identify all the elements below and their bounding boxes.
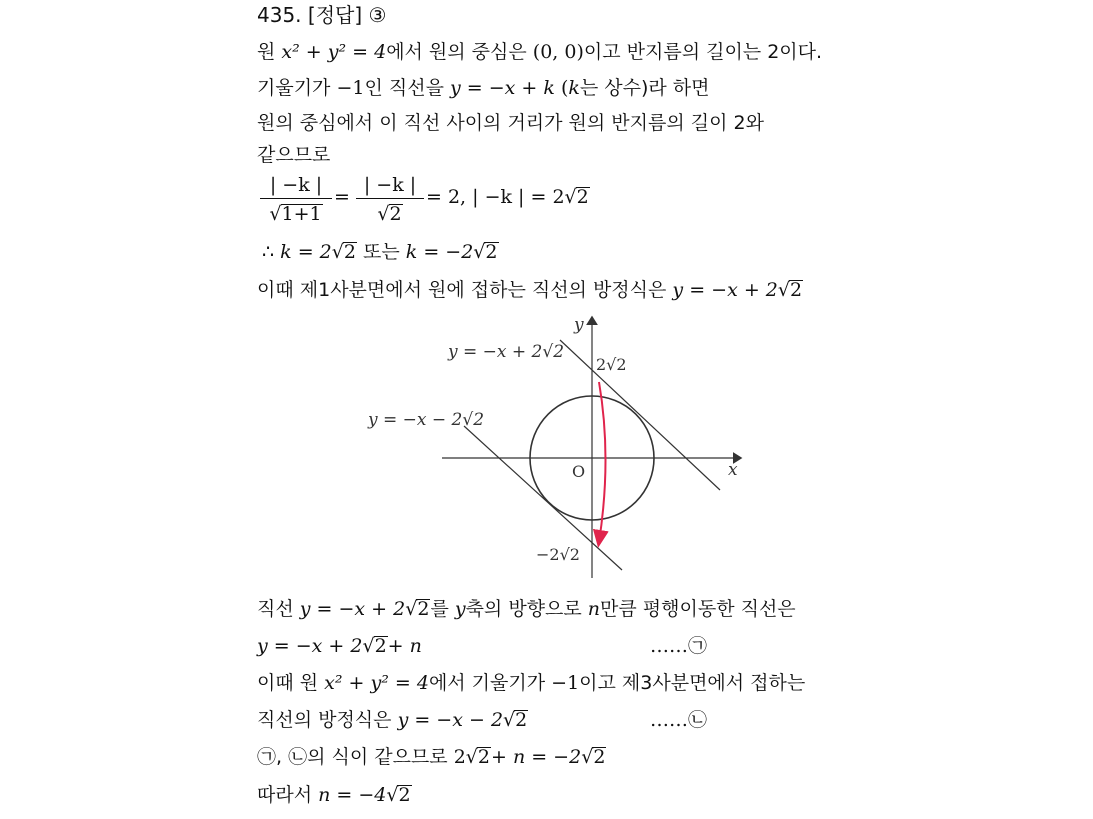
line-equation: y = −x + 2 xyxy=(299,598,406,620)
radicand: 2 xyxy=(790,279,803,301)
answer-value: ③ xyxy=(368,3,387,27)
solution-line-10 xyxy=(257,671,805,695)
text: 이때 원 xyxy=(257,672,319,694)
radicand: 2 xyxy=(417,598,430,620)
fraction-1 xyxy=(260,172,332,229)
radicand: 2 xyxy=(398,784,411,806)
text: 원 xyxy=(257,41,276,63)
solution-line-4: 같으므로 xyxy=(257,144,331,166)
circle-equation: x² + y² = 4 xyxy=(281,41,387,63)
solution-line-8: 직선 y = −x + 2√2를 y축의 방향으로 n만큼 평행이동한 직선은 xyxy=(257,598,796,620)
text: 따라서 xyxy=(257,784,313,806)
var-y: y xyxy=(454,598,466,620)
text: 에서 기울기가 xyxy=(428,672,546,694)
radicand: 2 xyxy=(485,241,498,263)
solution-line-12: ㉠, ㉡의 식이 같으므로 2√2+ n = −2√2 xyxy=(257,746,606,768)
solution-line-13: 따라서 n = −4√2 xyxy=(257,784,411,806)
var-n: n xyxy=(587,598,601,620)
answer-label: [정답] xyxy=(307,3,363,27)
text: 직선 xyxy=(257,598,294,620)
radicand: 2 xyxy=(576,186,589,208)
text: 에서 원의 중심은 xyxy=(386,41,527,63)
k-value-1: k = 2 xyxy=(280,241,332,263)
circle-equation: x² + y² = 4 xyxy=(324,672,429,694)
equation-tail: + n xyxy=(387,635,422,657)
problem-number: 435. xyxy=(257,3,302,27)
center-coordinate: (0, 0) xyxy=(532,41,584,63)
tangent-equation: y = −x + 2 xyxy=(672,279,778,301)
radicand: 1+1 xyxy=(281,203,322,225)
text: 이때 제1사분면에서 원에 접하는 직선의 방정식은 xyxy=(257,279,667,301)
slope-value: −1 xyxy=(551,672,580,694)
tangent-equation-3rd-quadrant: y = −x − 2 xyxy=(397,709,504,731)
radicand: 2 xyxy=(343,241,356,263)
upper-intercept-label: 2√2 xyxy=(596,355,627,374)
radicand: 2 xyxy=(389,203,402,225)
paren: ( xyxy=(560,77,569,99)
text: ㉠, ㉡의 식이 같으므로 xyxy=(257,746,448,768)
fraction-2-denominator: √2 xyxy=(377,203,402,225)
solution-line-9: y = −x + 2√2+ n xyxy=(257,635,422,657)
fraction-2 xyxy=(356,172,424,229)
text: 이고 제3사분면에서 접하는 xyxy=(579,672,806,694)
y-axis-label: y xyxy=(574,315,584,335)
fraction-2-numerator: | −k | xyxy=(356,172,424,199)
translated-equation: y = −x + 2 xyxy=(257,635,363,657)
text: 또는 xyxy=(363,241,400,263)
text: 인 직선을 xyxy=(364,77,444,99)
slope-value: −1 xyxy=(336,77,365,99)
equation-middle: + n = −2 xyxy=(490,746,582,768)
equation-tag-2: ……㉡ xyxy=(650,709,708,731)
result-text: = 2, | −k | = 2 xyxy=(426,186,565,208)
solution-line-6: ∴ k = 2√2 또는 k = −2√2 xyxy=(262,241,498,263)
fraction-1-numerator: | −k | xyxy=(260,172,332,199)
problem-header xyxy=(257,3,386,27)
solution-line-7: 이때 제1사분면에서 원에 접하는 직선의 방정식은 y = −x + 2√2 xyxy=(257,279,803,301)
fraction-1-denominator: √1+1 xyxy=(269,203,322,225)
solution-line-1 xyxy=(257,40,822,64)
upper-line-label: y = −x + 2√2 xyxy=(448,342,565,362)
radicand: 2 xyxy=(593,746,606,768)
equals-sign: = xyxy=(334,186,350,208)
distance-result: = 2, | −k | = 2√2 xyxy=(426,186,589,208)
solution-line-3: 원의 중심에서 이 직선 사이의 거리가 원의 반지름의 길이 2와 xyxy=(257,112,764,134)
equation-tag-1: ……㉠ xyxy=(650,635,708,657)
x-axis-label: x xyxy=(728,460,738,480)
solution-line-2 xyxy=(257,76,710,100)
figure-svg xyxy=(360,308,760,588)
radicand: 2 xyxy=(374,635,387,657)
text: 를 xyxy=(430,598,449,620)
text: 이고 반지름의 길이는 2이다. xyxy=(583,41,823,63)
lower-line-label: y = −x − 2√2 xyxy=(368,410,485,430)
origin-label: O xyxy=(572,462,586,481)
lower-intercept-label: −2√2 xyxy=(536,545,580,564)
text: 축의 방향으로 xyxy=(465,598,582,620)
coordinate-figure xyxy=(360,308,760,592)
var-k: k xyxy=(568,77,580,99)
line-equation: y = −x + k xyxy=(450,77,555,99)
text: 는 상수)라 하면 xyxy=(579,77,710,99)
equation-start: 2 xyxy=(453,746,466,768)
radicand: 2 xyxy=(515,709,528,731)
therefore-symbol: ∴ xyxy=(262,241,275,263)
final-answer: n = −4 xyxy=(318,784,387,806)
text: 직선의 방정식은 xyxy=(257,709,392,731)
solution-line-11: 직선의 방정식은 y = −x − 2√2 xyxy=(257,709,528,731)
text: 기울기가 xyxy=(257,77,331,99)
radicand: 2 xyxy=(477,746,490,768)
k-value-2: k = −2 xyxy=(405,241,474,263)
text: 만큼 평행이동한 직선은 xyxy=(600,598,796,620)
